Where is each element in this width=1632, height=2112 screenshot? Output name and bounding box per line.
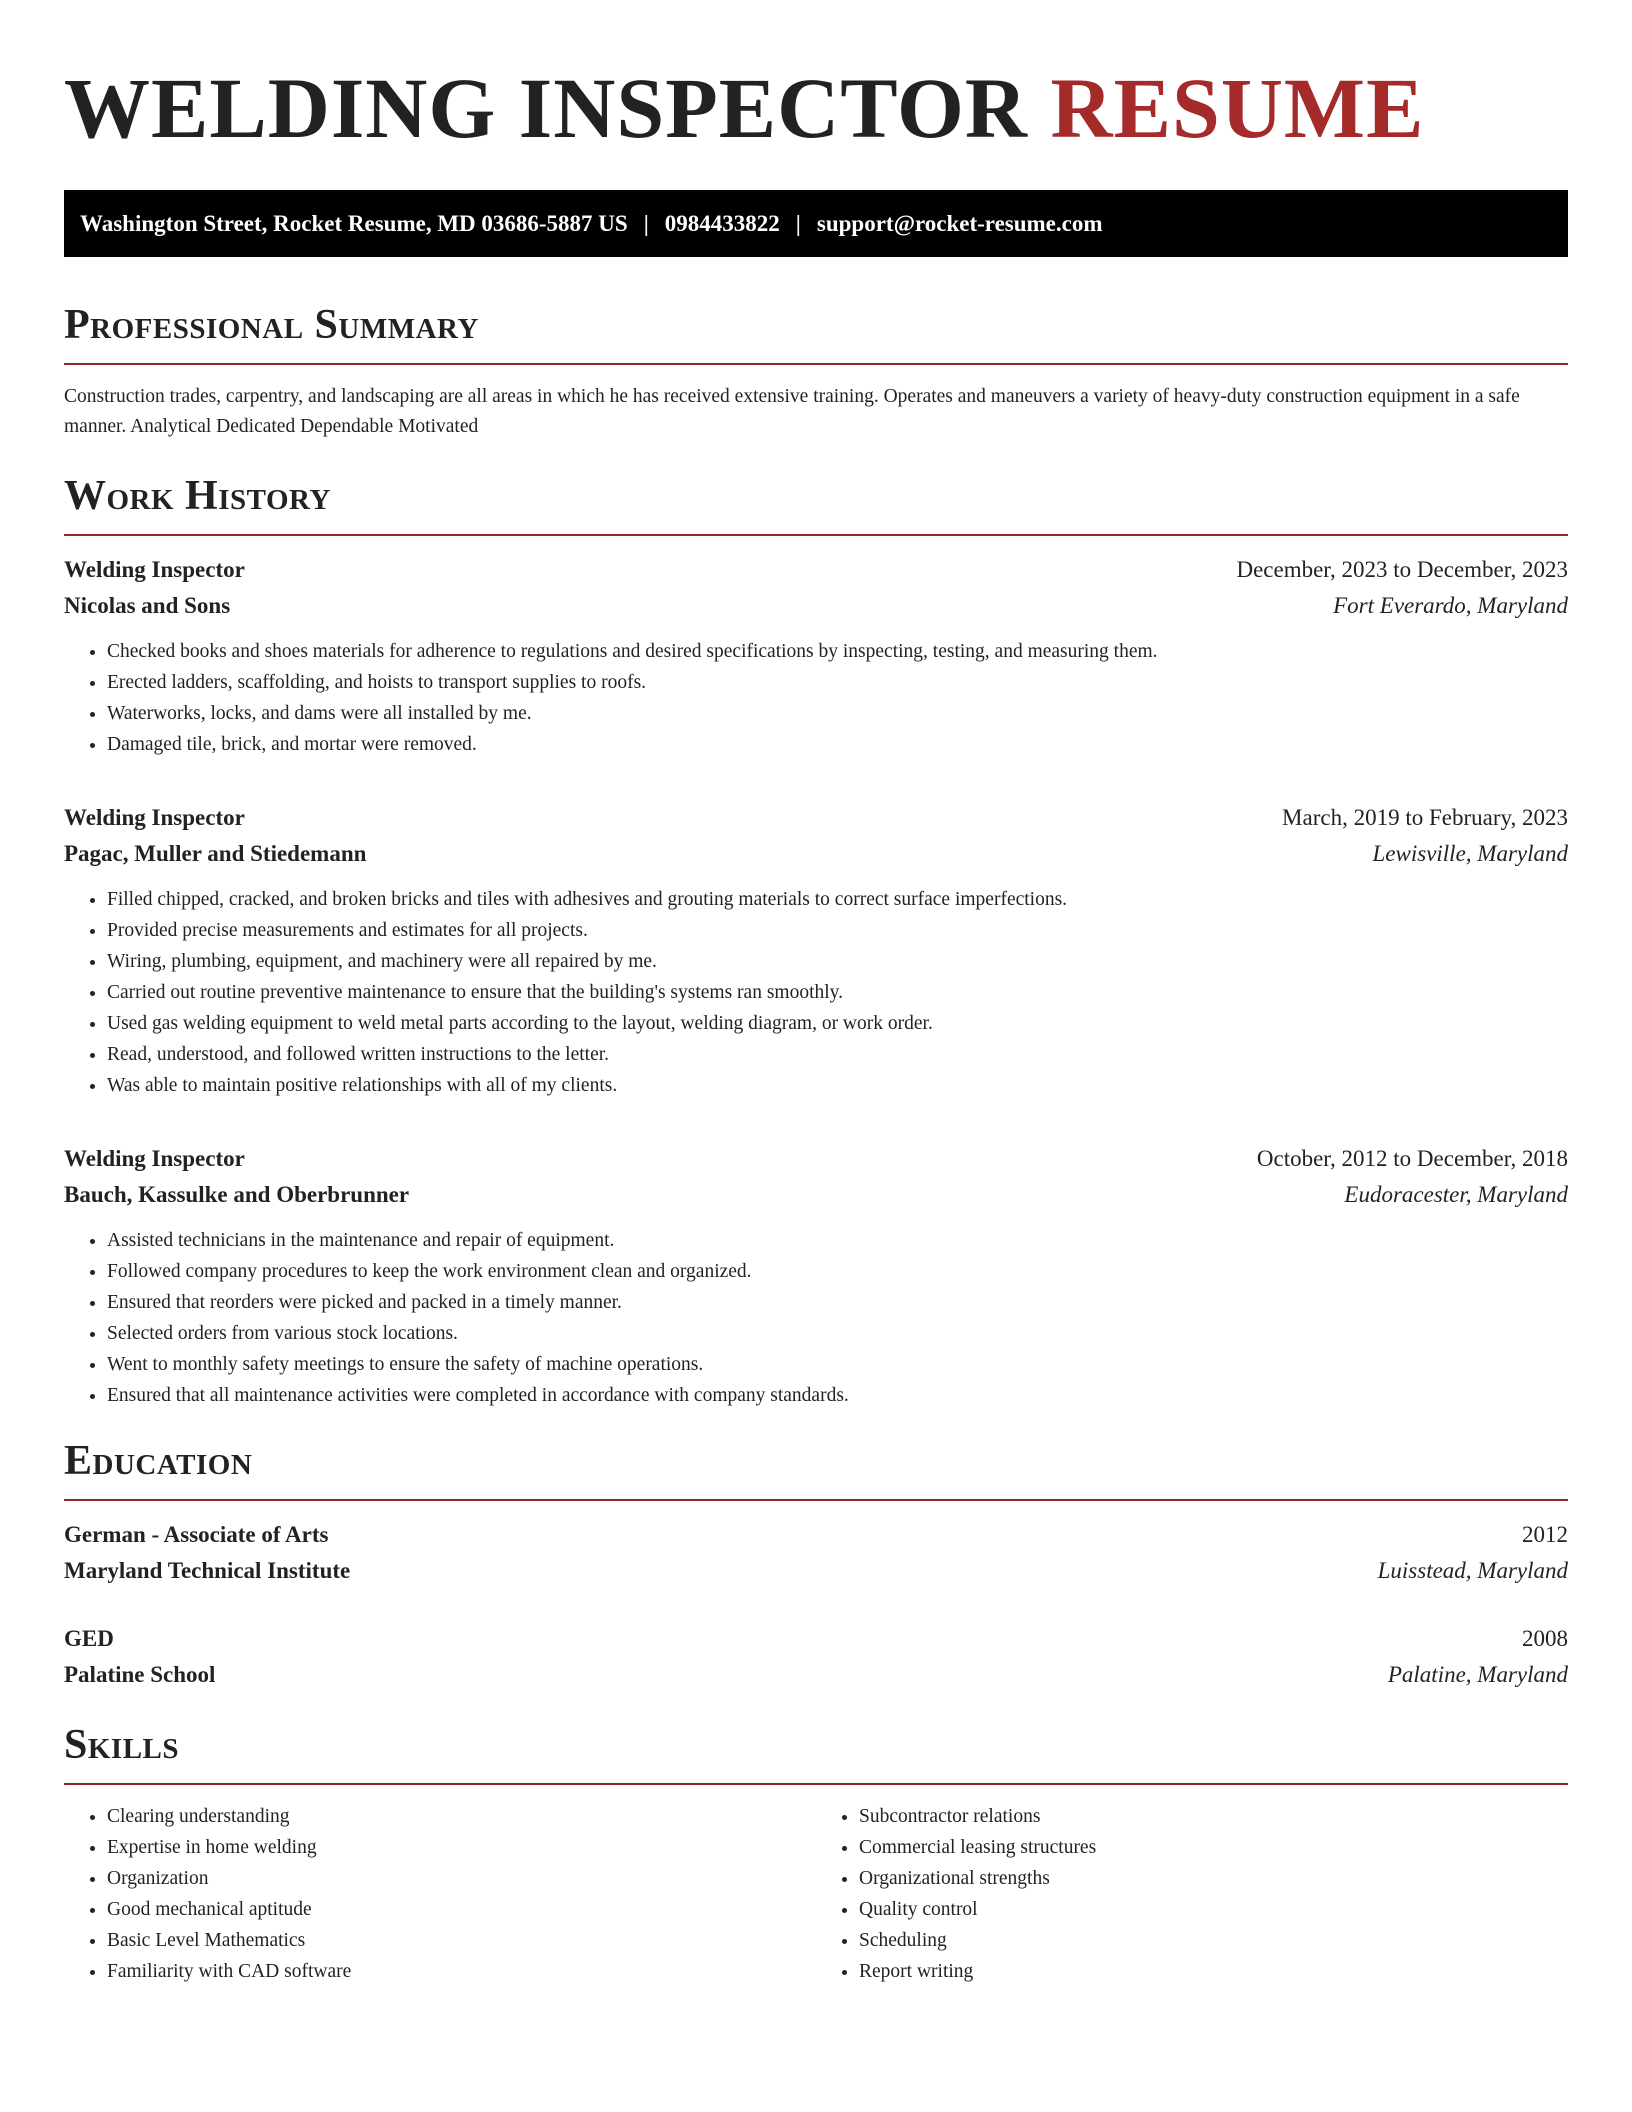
job-company: Nicolas and Sons: [64, 593, 231, 618]
duty-item: • Checked books and shoes materials for adherence to regulations and desired specifications by inspecting, testing, and measuring them.: [107, 636, 1568, 667]
duty-item: • Was able to maintain positive relationships with all of my clients.: [107, 1070, 1568, 1101]
duty-item: • Waterworks, locks, and dams were all installed by me.: [107, 698, 1568, 729]
job-duties: [64, 636, 1568, 760]
job-title: Welding Inspector: [64, 557, 245, 582]
job-duties: [64, 1225, 1568, 1411]
section-divider: [64, 1783, 1568, 1785]
contact-separator: |: [795, 210, 801, 236]
job-company: Pagac, Muller and Stiedemann: [64, 841, 367, 866]
title-main: WELDING INSPECTOR: [64, 60, 1029, 156]
duty-item: • Ensured that all maintenance activities were completed in accordance with company standards.: [107, 1380, 1568, 1411]
education-year: 2012: [1522, 1522, 1568, 1547]
duty-item: • Followed company procedures to keep the work environment clean and organized.: [107, 1256, 1568, 1287]
contact-bar: [64, 190, 1568, 257]
job-dates: December, 2023 to December, 2023: [1236, 557, 1568, 582]
duty-item: • Went to monthly safety meetings to ensure the safety of machine operations.: [107, 1349, 1568, 1380]
duty-item: • Wiring, plumbing, equipment, and machinery were all repaired by me.: [107, 946, 1568, 977]
job-dates: March, 2019 to February, 2023: [1282, 805, 1568, 830]
title-accent: RESUME: [1050, 60, 1425, 156]
duty-item: • Carried out routine preventive maintenance to ensure that the building's systems ran smoothly.: [107, 977, 1568, 1008]
education-school: Maryland Technical Institute: [64, 1558, 351, 1583]
education-degree: GED: [64, 1626, 114, 1651]
job-location: Fort Everardo, Maryland: [1333, 593, 1568, 618]
job-dates: October, 2012 to December, 2018: [1256, 1146, 1568, 1171]
job-duties: [64, 884, 1568, 1101]
skill-item: • Familiarity with CAD software: [107, 1956, 816, 1987]
duty-item: • Provided precise measurements and estimates for all projects.: [107, 915, 1568, 946]
job-title: Welding Inspector: [64, 805, 245, 830]
resume-title: [64, 0, 1568, 158]
duty-item: • Filled chipped, cracked, and broken bricks and tiles with adhesives and grouting materials to correct surface imperfections.: [107, 884, 1568, 915]
skill-item: • Scheduling: [859, 1925, 1568, 1956]
job-location: Eudoracester, Maryland: [1344, 1182, 1568, 1207]
education-location: Palatine, Maryland: [1387, 1662, 1568, 1687]
education-degree: German - Associate of Arts: [64, 1522, 329, 1547]
section-heading-summary: Professional Summary: [64, 302, 479, 348]
contact-email: support@rocket-resume.com: [816, 210, 1103, 236]
duty-item: • Read, understood, and followed written instructions to the letter.: [107, 1039, 1568, 1070]
skill-item: • Good mechanical aptitude: [107, 1894, 816, 1925]
skill-item: • Quality control: [859, 1894, 1568, 1925]
education-entry: [64, 1517, 1568, 1589]
contact-phone: 0984433822: [664, 210, 780, 236]
duty-item: • Ensured that reorders were picked and packed in a timely manner.: [107, 1287, 1568, 1318]
skills-list-left: [64, 1801, 816, 1987]
education-section: [64, 1435, 1568, 1693]
section-heading-education: Education: [64, 1438, 253, 1484]
section-divider: [64, 1499, 1568, 1501]
skill-item: • Organization: [107, 1863, 816, 1894]
duty-item: • Used gas welding equipment to weld metal parts according to the layout, welding diagram, or work order.: [107, 1008, 1568, 1039]
skill-item: • Basic Level Mathematics: [107, 1925, 816, 1956]
work-history-section: [64, 470, 1568, 1411]
section-heading-work-history: Work History: [64, 473, 331, 519]
summary-section: [64, 299, 1568, 442]
job-entry: [64, 1141, 1568, 1411]
job-company: Bauch, Kassulke and Oberbrunner: [64, 1182, 410, 1207]
skill-item: • Clearing understanding: [107, 1801, 816, 1832]
skills-section: [64, 1719, 1568, 1987]
skills-list-right: [816, 1801, 1568, 1987]
summary-text: Construction trades, carpentry, and landscaping are all areas in which he has received extensive training. Operates and maneuvers a variety of heavy-duty construction equipment in a safe manner. Analytical Dedicated Dependable Motivated: [64, 386, 1520, 437]
skill-item: • Organizational strengths: [859, 1863, 1568, 1894]
duty-item: • Damaged tile, brick, and mortar were removed.: [107, 729, 1568, 760]
education-location: Luisstead, Maryland: [1377, 1558, 1568, 1583]
skill-item: • Subcontractor relations: [859, 1801, 1568, 1832]
skill-item: • Commercial leasing structures: [859, 1832, 1568, 1863]
duty-item: • Assisted technicians in the maintenance and repair of equipment.: [107, 1225, 1568, 1256]
job-title: Welding Inspector: [64, 1146, 245, 1171]
section-divider: [64, 534, 1568, 536]
skill-item: • Report writing: [859, 1956, 1568, 1987]
education-entry: [64, 1621, 1568, 1693]
education-year: 2008: [1522, 1626, 1568, 1651]
duty-item: • Erected ladders, scaffolding, and hoists to transport supplies to roofs.: [107, 667, 1568, 698]
skill-item: • Expertise in home welding: [107, 1832, 816, 1863]
education-school: Palatine School: [64, 1662, 216, 1687]
contact-separator: |: [643, 210, 649, 236]
job-entry: [64, 552, 1568, 760]
duty-item: • Selected orders from various stock locations.: [107, 1318, 1568, 1349]
job-entry: [64, 800, 1568, 1101]
contact-address: Washington Street, Rocket Resume, MD 03686-5887 US: [80, 210, 628, 236]
skills-columns: [64, 1801, 1568, 1987]
section-divider: [64, 363, 1568, 365]
section-heading-skills: Skills: [64, 1722, 180, 1768]
job-location: Lewisville, Maryland: [1372, 841, 1568, 866]
